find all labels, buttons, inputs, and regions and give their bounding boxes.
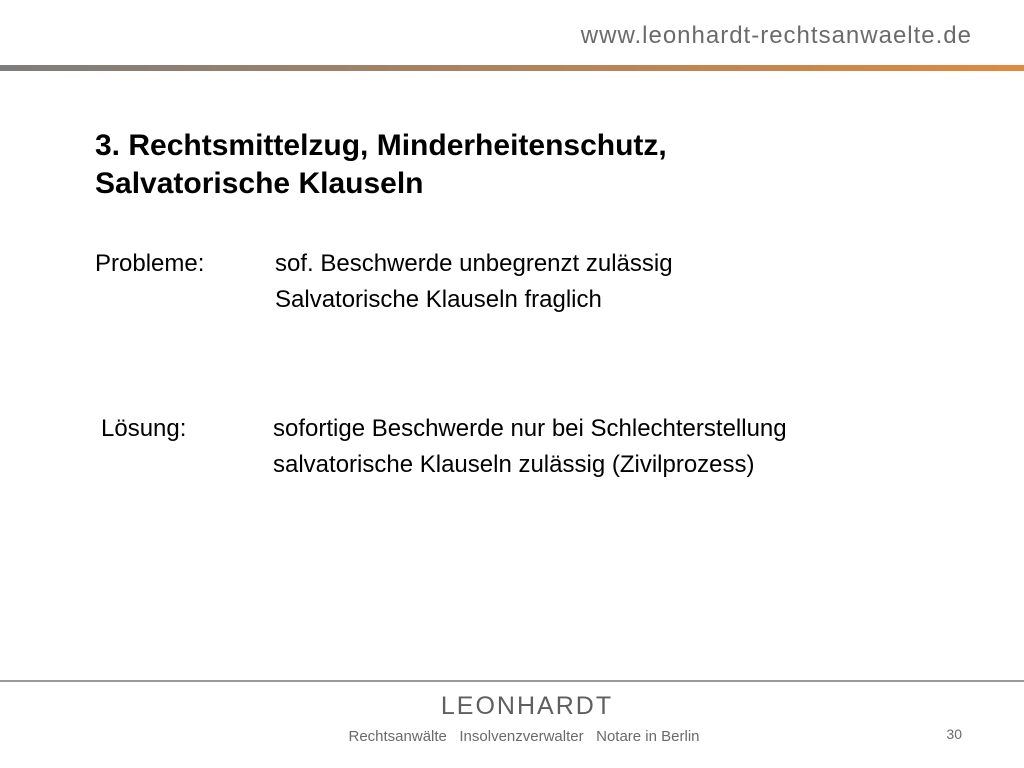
footer-divider [0, 680, 1024, 682]
probleme-item: sof. Beschwerde unbegrenzt zulässig [275, 250, 673, 277]
slide-title [95, 127, 667, 203]
probleme-item: Salvatorische Klauseln fraglich [275, 286, 602, 313]
slide-title-line-2: Salvatorische Klauseln [95, 167, 424, 200]
page-number: 30 [946, 726, 962, 742]
loesung-list [273, 411, 787, 483]
footer-tagline: Rechtsanwälte Insolvenzverwalter Notare in Berlin [348, 728, 700, 745]
probleme-label: Probleme: [95, 250, 205, 277]
brand-logo-text: LEONHARDT [440, 692, 614, 720]
slide-title-line-1: 3. Rechtsmittelzug, Minderheitenschutz, [95, 129, 667, 162]
header-divider-bar [0, 65, 1024, 71]
probleme-list [275, 246, 673, 318]
loesung-item: sofortige Beschwerde nur bei Schlechterstellung [273, 415, 787, 442]
loesung-label: Lösung: [101, 415, 187, 442]
loesung-item: salvatorische Klauseln zulässig (Zivilprozess) [273, 451, 755, 478]
website-url: www.leonhardt-rechtsanwaelte.de [580, 22, 972, 49]
